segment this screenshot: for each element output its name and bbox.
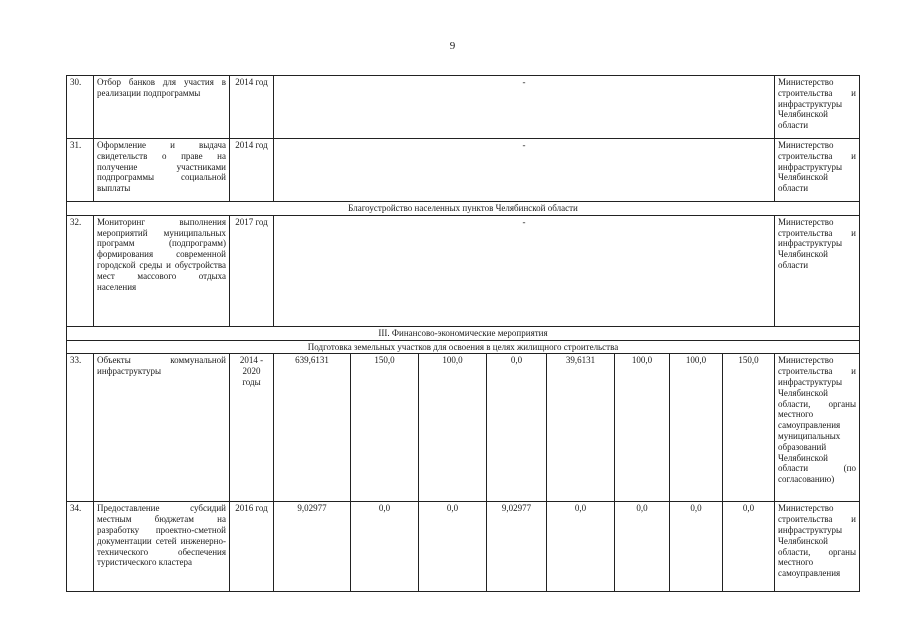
responsible-org: Министерство строительства и инфраструктуры Челябинской области [775, 139, 860, 202]
funding-value: 100,0 [615, 354, 670, 502]
funding-value: 0,0 [615, 502, 670, 592]
funding-value: 39,6131 [547, 354, 615, 502]
section-title: Подготовка земельных участков для освоения в целях жилищного строительства [67, 340, 860, 354]
table-row [67, 139, 860, 202]
funding-total: 639,6131 [274, 354, 351, 502]
measure-name: Отбор банков для участия в реализации подпрограммы [94, 76, 230, 139]
period: 2014 - 2020 годы [230, 354, 274, 502]
row-number: 30. [67, 76, 94, 139]
page-number: 9 [449, 40, 456, 52]
section-title: Благоустройство населенных пунктов Челябинской области [67, 202, 860, 216]
measure-name: Предоставление субсидий местным бюджетам на разработку проектно-сметной документации сетей инженерно-технического обеспечения туристического кластера [94, 502, 230, 592]
responsible-org: Министерство строительства и инфраструктуры Челябинской области, органы местного самоуправления муниципальных образований Челябинской области (по согласованию) [775, 354, 860, 502]
period: 2016 год [230, 502, 274, 592]
table-row [67, 215, 860, 326]
period: 2017 год [230, 215, 274, 326]
row-number: 33. [67, 354, 94, 502]
table-row [67, 354, 860, 502]
funding-total: 9,02977 [274, 502, 351, 592]
table-row [67, 502, 860, 592]
section-title: III. Финансово-экономические мероприятия [67, 326, 860, 340]
funding-value: 150,0 [723, 354, 775, 502]
funding-value: 0,0 [547, 502, 615, 592]
period: 2014 год [230, 139, 274, 202]
measure-name: Мониторинг выполнения мероприятий муниципальных программ (подпрограмм) формирования современной городской среды и обустройства мест массового отдыха населения [94, 215, 230, 326]
row-number: 31. [67, 139, 94, 202]
responsible-org: Министерство строительства и инфраструктуры Челябинской области [775, 215, 860, 326]
section-header-row [67, 202, 860, 216]
table-row [67, 76, 860, 139]
measure-name: Объекты коммунальной инфраструктуры [94, 354, 230, 502]
row-number: 34. [67, 502, 94, 592]
funding-value: 9,02977 [487, 502, 547, 592]
responsible-org: Министерство строительства и инфраструктуры Челябинской области, органы местного самоуправления [775, 502, 860, 592]
responsible-org: Министерство строительства и инфраструктуры Челябинской области [775, 76, 860, 139]
period: 2014 год [230, 76, 274, 139]
funding-placeholder: - [274, 139, 775, 202]
funding-value: 0,0 [670, 502, 723, 592]
funding-value: 150,0 [351, 354, 419, 502]
measure-name: Оформление и выдача свидетельств о праве на получение участниками подпрограммы социальной выплаты [94, 139, 230, 202]
funding-value: 0,0 [419, 502, 487, 592]
funding-value: 0,0 [723, 502, 775, 592]
funding-value: 0,0 [487, 354, 547, 502]
section-header-row [67, 340, 860, 354]
row-number: 32. [67, 215, 94, 326]
funding-value: 100,0 [670, 354, 723, 502]
funding-placeholder: - [274, 76, 775, 139]
funding-placeholder: - [274, 215, 775, 326]
section-header-row [67, 326, 860, 340]
funding-value: 0,0 [351, 502, 419, 592]
program-table [66, 75, 860, 592]
funding-value: 100,0 [419, 354, 487, 502]
